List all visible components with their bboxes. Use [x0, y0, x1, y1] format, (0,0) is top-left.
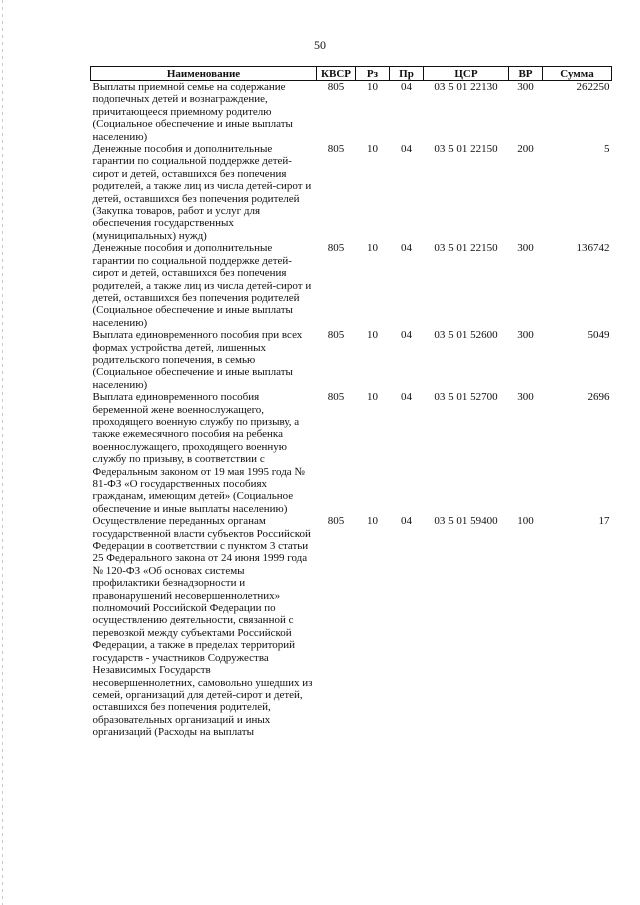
row-csr: 03 5 01 22130 — [434, 81, 498, 93]
header-csr: ЦСР — [424, 67, 509, 81]
page-number: 50 — [314, 38, 326, 52]
header-kvsr: КВСР — [317, 67, 356, 81]
row-name: Денежные пособия и дополнительные гарантии по социальной поддержке детей-сирот и детей, оставшихся без попечения родителей, а также лиц из числа детей-сирот и детей, оставшихся без попечения родителей (Социальное обеспечение и иные выплаты населению) — [92, 242, 312, 329]
table-row — [91, 242, 612, 329]
row-vr: 300 — [517, 391, 534, 404]
row-vr: 300 — [517, 329, 534, 342]
row-csr: 03 5 01 52600 — [434, 329, 498, 342]
row-name: Осуществление переданных органам государственной власти субъектов Российской Федерации в соответствии с пунктом 3 статьи 25 Федерального закона от 24 июня 1999 года № 120-ФЗ «Об основах системы профилактики безнадзорности и правонарушений несовершеннолетних» полномочий Российской Федерации по осуществлению деятельности, связанной с перевозкой между субъектами Российской Федерации, а также в пределах территорий государств - участников Содружества Независимых Государств несовершеннолетних, самовольно ушедших из семей, организаций для детей-сирот и детей, оставшихся без попечения родителей, образовательных организаций и иных организаций (Расходы на выплаты — [92, 515, 313, 739]
row-name: Выплаты приемной семье на содержание подопечных детей и вознаграждение, причитающееся приемному родителю (Социальное обеспечение и иные выплаты населению) — [92, 81, 293, 143]
row-kvsr: 805 — [327, 515, 345, 528]
row-csr: 03 5 01 59400 — [434, 515, 498, 528]
budget-table — [90, 66, 612, 739]
scan-edge-line — [2, 0, 3, 905]
row-rz: 10 — [367, 242, 378, 255]
table-row — [91, 515, 612, 738]
row-sum: 5 — [604, 143, 610, 156]
row-csr: 03 5 01 22150 — [434, 143, 498, 156]
row-csr: 03 5 01 22150 — [434, 242, 498, 255]
row-sum: 17 — [598, 515, 610, 528]
row-sum: 262250 — [576, 81, 610, 93]
row-pr: 04 — [401, 391, 412, 404]
header-pr: Пр — [390, 67, 424, 81]
table-header-row — [91, 67, 612, 81]
table-row — [91, 143, 612, 242]
row-sum: 5049 — [587, 329, 610, 342]
row-pr: 04 — [401, 329, 412, 342]
table-row — [91, 391, 612, 515]
header-sum: Сумма — [543, 67, 612, 81]
header-vr: ВР — [509, 67, 543, 81]
header-name: Наименование — [91, 67, 317, 81]
row-rz: 10 — [367, 391, 378, 404]
row-rz: 10 — [367, 81, 378, 93]
row-csr: 03 5 01 52700 — [434, 391, 498, 404]
row-rz: 10 — [367, 515, 378, 528]
row-rz: 10 — [367, 143, 378, 156]
row-vr: 300 — [517, 242, 534, 255]
row-rz: 10 — [367, 329, 378, 342]
row-vr: 200 — [517, 143, 534, 156]
row-sum: 2696 — [587, 391, 610, 404]
row-name: Выплата единовременного пособия при всех формах устройства детей, лишенных родительского попечения, в семью (Социальное обеспечение и иные выплаты населению) — [92, 329, 303, 391]
row-pr: 04 — [401, 515, 412, 528]
row-kvsr: 805 — [327, 391, 345, 404]
table-row — [91, 81, 612, 144]
header-rz: Рз — [356, 67, 390, 81]
row-sum: 136742 — [576, 242, 610, 255]
row-name: Денежные пособия и дополнительные гарантии по социальной поддержке детей-сирот и детей, оставшихся без попечения родителей, а также лиц из числа детей-сирот и детей, оставшихся без попечения родителей (Закупка товаров, работ и услуг для обеспечения государственных (муниципальных) нужд) — [92, 143, 312, 242]
row-pr: 04 — [401, 242, 412, 255]
row-kvsr: 805 — [327, 242, 345, 255]
row-name: Выплата единовременного пособия беременной жене военнослужащего, проходящего военную службу по призыву, а также ежемесячного пособия на ребенка военнослужащего, проходящего военную службу по призыву, в соответствии с Федеральным законом от 19 мая 1995 года № 81-ФЗ «О государственных пособиях гражданам, имеющим детей» (Социальное обеспечение и иные выплаты населению) — [92, 391, 305, 515]
row-vr: 100 — [517, 515, 534, 528]
row-kvsr: 805 — [327, 143, 345, 156]
table-row — [91, 329, 612, 391]
row-pr: 04 — [401, 143, 412, 156]
row-kvsr: 805 — [327, 329, 345, 342]
row-kvsr: 805 — [327, 81, 345, 93]
row-pr: 04 — [401, 81, 412, 93]
row-vr: 300 — [517, 81, 534, 93]
